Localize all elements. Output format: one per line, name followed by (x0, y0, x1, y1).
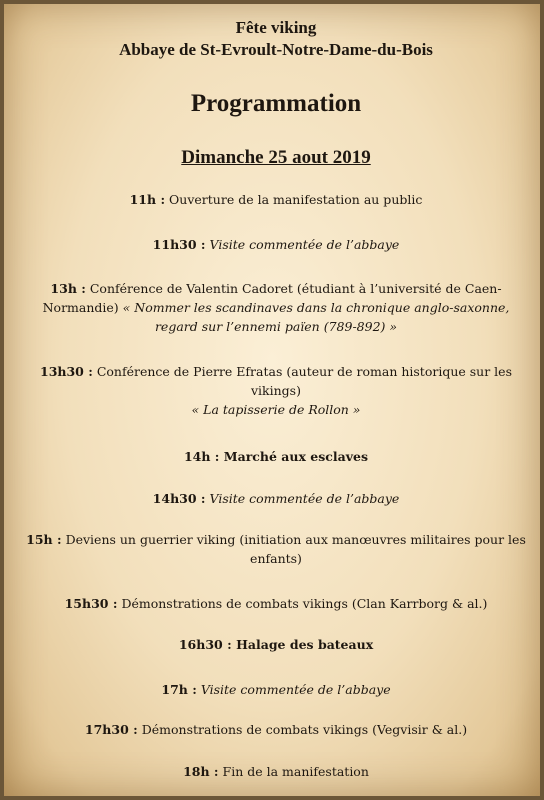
page-title: Programmation (190, 90, 362, 117)
schedule-time: 13h : (50, 281, 86, 296)
schedule-item (22, 447, 530, 466)
schedule-time: 13h30 : (40, 364, 93, 379)
schedule-time: 17h30 : (84, 722, 138, 737)
schedule-time: 18h : (183, 764, 219, 779)
schedule-item (22, 762, 530, 781)
event-location: Abbaye de St-Evroult-Notre-Dame-du-Bois (119, 40, 433, 59)
schedule-item (22, 362, 530, 419)
schedule-text: Conférence de Pierre Efratas (auteur de roman historique sur les vikings) (96, 364, 512, 398)
schedule-time: 15h30 : (64, 596, 118, 611)
schedule-time: 11h : (129, 192, 166, 207)
schedule-item (22, 720, 530, 739)
event-date: Dimanche 25 aout 2019 (181, 147, 371, 168)
schedule-text: Ouverture de la manifestation au public (169, 192, 423, 207)
schedule-item (22, 279, 530, 336)
schedule-subtitle: « La tapisserie de Rollon » (191, 402, 361, 417)
schedule-item (22, 489, 530, 508)
schedule-item (22, 680, 530, 699)
schedule-time: 16h30 : (178, 637, 232, 652)
schedule-text: Fin de la manifestation (222, 764, 369, 779)
schedule-time: 14h : (183, 449, 220, 464)
schedule-item (22, 594, 530, 613)
schedule-text: Deviens un guerrier viking (initiation aux manœuvres militaires pour les enfants) (65, 532, 526, 566)
event-name: Fête viking (235, 18, 317, 37)
schedule-item (22, 635, 530, 654)
schedule-time: 17h : (161, 682, 197, 697)
schedule-text: Conférence de Valentin Cadoret (étudiant à l’université de Caen-Normandie) (42, 281, 502, 315)
schedule-time: 11h30 : (152, 237, 206, 252)
schedule-text: Démonstrations de combats vikings (Vegvisir & al.) (141, 722, 468, 737)
schedule-text: Halage des bateaux (236, 637, 374, 652)
schedule-text: Visite commentée de l’abbaye (209, 491, 400, 506)
schedule-text: Marché aux esclaves (223, 449, 369, 464)
schedule-item (22, 190, 530, 209)
schedule-subtitle: « Nommer les scandinaves dans la chronique anglo-saxonne, regard sur l’ennemi païen (789-892) » (122, 300, 510, 334)
schedule-text: Démonstrations de combats vikings (Clan Karrborg & al.) (121, 596, 488, 611)
schedule-item (22, 530, 530, 568)
schedule-time: 15h : (26, 532, 62, 547)
schedule-item (22, 235, 530, 254)
schedule-text: Visite commentée de l’abbaye (209, 237, 400, 252)
schedule-time: 14h30 : (152, 491, 206, 506)
schedule-text: Visite commentée de l’abbaye (200, 682, 391, 697)
